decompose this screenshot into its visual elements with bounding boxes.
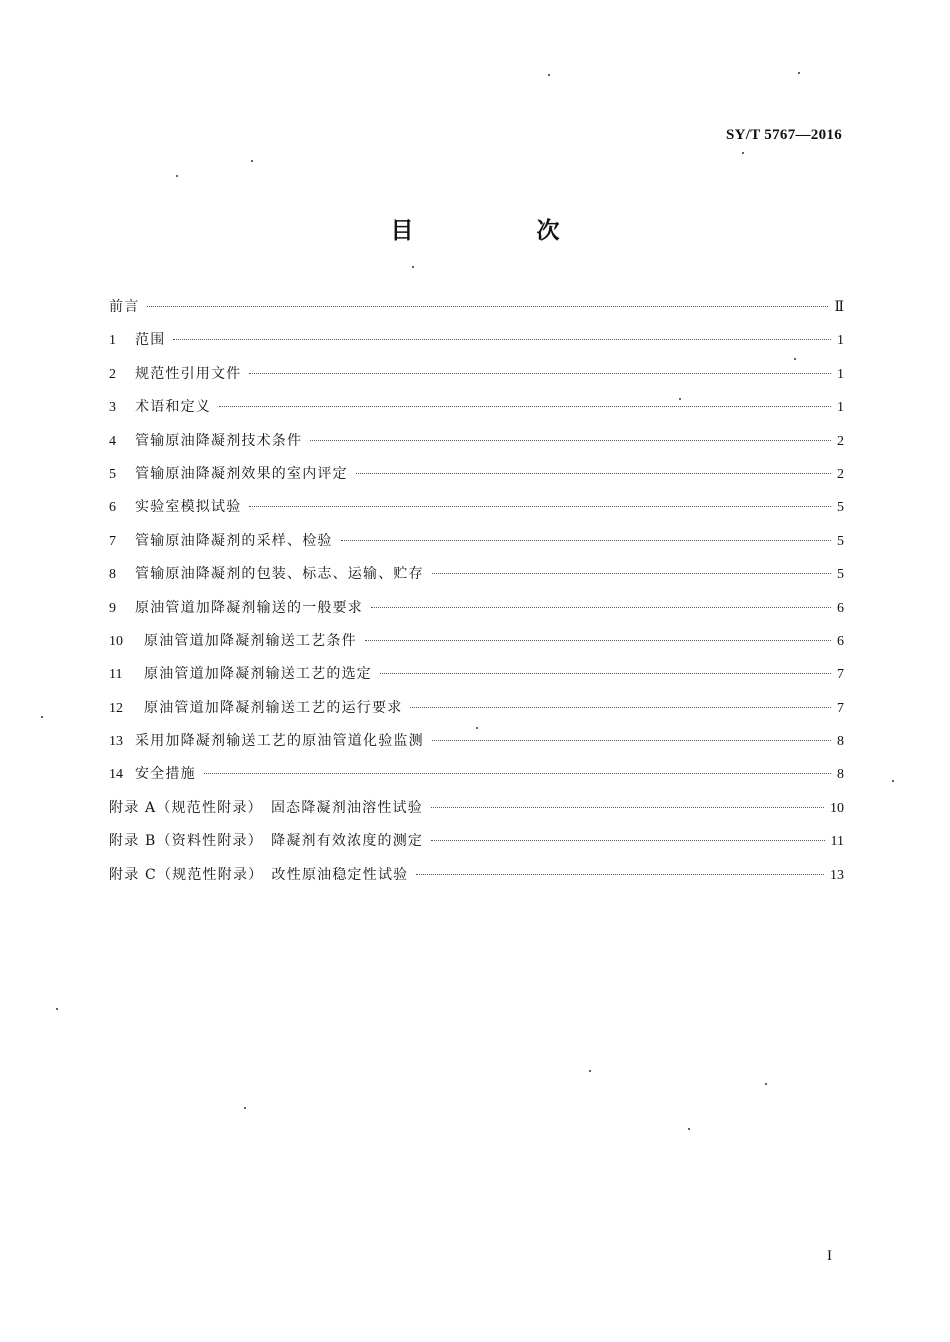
- scan-speck: [41, 716, 43, 718]
- scan-speck: [589, 1070, 591, 1072]
- toc-entry-title: 原油管道加降凝剂输送工艺条件: [144, 632, 357, 649]
- scan-speck: [412, 266, 414, 268]
- toc-entry-number: 1: [109, 333, 116, 349]
- dot-leader: [432, 740, 831, 741]
- scan-speck: [244, 1107, 246, 1109]
- toc-entry-title: 安全措施: [135, 766, 196, 783]
- dot-leader: [416, 874, 824, 875]
- dot-leader: [410, 707, 831, 708]
- toc-entry-page: 8: [837, 734, 844, 750]
- dot-leader: [365, 640, 831, 641]
- toc-entry-title: 采用加降凝剂输送工艺的原油管道化验监测: [135, 733, 424, 750]
- toc-entry-page: 6: [837, 633, 844, 649]
- toc-entry-page: 1: [837, 366, 844, 382]
- scan-speck: [794, 358, 796, 360]
- toc-entry-5[interactable]: [109, 463, 844, 496]
- toc-entry-number: 13: [109, 734, 123, 750]
- toc-entry-14[interactable]: [109, 763, 844, 796]
- toc-entry-7[interactable]: [109, 530, 844, 563]
- toc-entry-10[interactable]: [109, 630, 844, 663]
- dot-leader: [310, 440, 831, 441]
- dot-leader: [432, 573, 831, 574]
- toc-entry-number: 3: [109, 400, 116, 416]
- toc-entry-number: 10: [109, 633, 123, 649]
- toc-entry-3[interactable]: [109, 396, 844, 429]
- toc-entry-title: 原油管道加降凝剂输送工艺的运行要求: [144, 699, 403, 716]
- toc-entry-page: 2: [837, 466, 844, 482]
- standard-code: SY/T 5767—2016: [725, 127, 842, 143]
- toc-entry-number: 4: [109, 433, 116, 449]
- toc-entry-number: 9: [109, 600, 116, 616]
- toc-entry-title: 范围: [135, 332, 166, 349]
- dot-leader: [380, 673, 831, 674]
- dot-leader: [249, 506, 831, 507]
- toc-entry-title: 前言: [109, 299, 140, 315]
- page-number: I: [827, 1248, 832, 1264]
- dot-leader: [173, 339, 831, 340]
- dot-leader: [249, 373, 831, 374]
- toc-entry-page: 5: [837, 500, 844, 516]
- dot-leader: [356, 473, 831, 474]
- scan-speck: [892, 780, 894, 782]
- dot-leader: [204, 773, 831, 774]
- dot-leader: [219, 406, 831, 407]
- toc-entry-9[interactable]: [109, 597, 844, 630]
- scan-speck: [679, 398, 681, 400]
- toc-entry-page: 2: [837, 433, 844, 449]
- table-of-contents: [109, 296, 844, 897]
- toc-entry-number: 6: [109, 500, 116, 516]
- scan-speck: [548, 74, 550, 76]
- toc-entry-number: 11: [109, 667, 123, 683]
- toc-entry-4[interactable]: [109, 430, 844, 463]
- toc-entry-page: 11: [830, 834, 844, 850]
- toc-entry-11[interactable]: [109, 663, 844, 696]
- toc-entry-title: 附录 C（规范性附录） 改性原油稳定性试验: [109, 866, 409, 883]
- scan-speck: [798, 72, 800, 74]
- toc-entry-page: 5: [837, 567, 844, 583]
- scan-speck: [688, 1128, 690, 1130]
- toc-entry-title: 实验室模拟试验: [135, 499, 242, 516]
- toc-entry-page: 8: [837, 767, 844, 783]
- toc-entry-number: 14: [109, 767, 123, 783]
- toc-entry-number: 7: [109, 533, 116, 549]
- toc-entry-number: 2: [109, 366, 116, 382]
- toc-entry-title: 管输原油降凝剂的包装、标志、运输、贮存: [135, 566, 424, 583]
- scan-speck: [476, 727, 478, 729]
- toc-entry-foreword[interactable]: [109, 296, 844, 329]
- toc-entry-page: 10: [830, 800, 844, 816]
- scan-speck: [56, 1008, 58, 1010]
- scan-speck: [765, 1083, 767, 1085]
- toc-entry-page: 5: [837, 533, 844, 549]
- dot-leader: [431, 840, 824, 841]
- toc-entry-13[interactable]: [109, 730, 844, 763]
- toc-entry-title: 术语和定义: [135, 399, 211, 416]
- toc-entry-page: 13: [830, 867, 844, 883]
- toc-entry-page: 1: [837, 333, 844, 349]
- toc-entry-8[interactable]: [109, 563, 844, 596]
- toc-entry-number: 12: [109, 700, 123, 716]
- toc-entry-page: 1: [837, 400, 844, 416]
- toc-entry-6[interactable]: [109, 496, 844, 529]
- scan-speck: [176, 175, 178, 177]
- toc-entry-annex-b[interactable]: [109, 830, 844, 863]
- toc-entry-annex-c[interactable]: [109, 864, 844, 897]
- dot-leader: [341, 540, 831, 541]
- dot-leader: [431, 807, 824, 808]
- toc-entry-title: 附录 B（资料性附录） 降凝剂有效浓度的测定: [109, 833, 424, 850]
- toc-entry-title: 原油管道加降凝剂输送工艺的选定: [144, 666, 372, 683]
- scan-speck: [251, 160, 253, 162]
- toc-entry-title: 原油管道加降凝剂输送的一般要求: [135, 599, 363, 616]
- toc-entry-title: 规范性引用文件: [135, 365, 242, 382]
- toc-entry-1[interactable]: [109, 329, 844, 362]
- dot-leader: [147, 306, 828, 307]
- toc-entry-page: 6: [837, 600, 844, 616]
- toc-entry-title: 管输原油降凝剂效果的室内评定: [135, 465, 348, 482]
- toc-entry-number: 8: [109, 567, 116, 583]
- toc-entry-title: 管输原油降凝剂的采样、检验: [135, 532, 333, 549]
- toc-entry-number: 5: [109, 466, 116, 482]
- toc-entry-page: Ⅱ: [834, 300, 844, 315]
- toc-entry-12[interactable]: [109, 697, 844, 730]
- toc-entry-annex-a[interactable]: [109, 797, 844, 830]
- toc-heading: 目 次: [390, 218, 610, 244]
- toc-entry-page: 7: [837, 667, 844, 683]
- scan-speck: [742, 152, 744, 154]
- toc-entry-page: 7: [837, 700, 844, 716]
- toc-entry-title: 附录 A（规范性附录） 固态降凝剂油溶性试验: [109, 799, 423, 816]
- toc-entry-title: 管输原油降凝剂技术条件: [135, 432, 303, 449]
- dot-leader: [371, 607, 831, 608]
- toc-entry-2[interactable]: [109, 363, 844, 396]
